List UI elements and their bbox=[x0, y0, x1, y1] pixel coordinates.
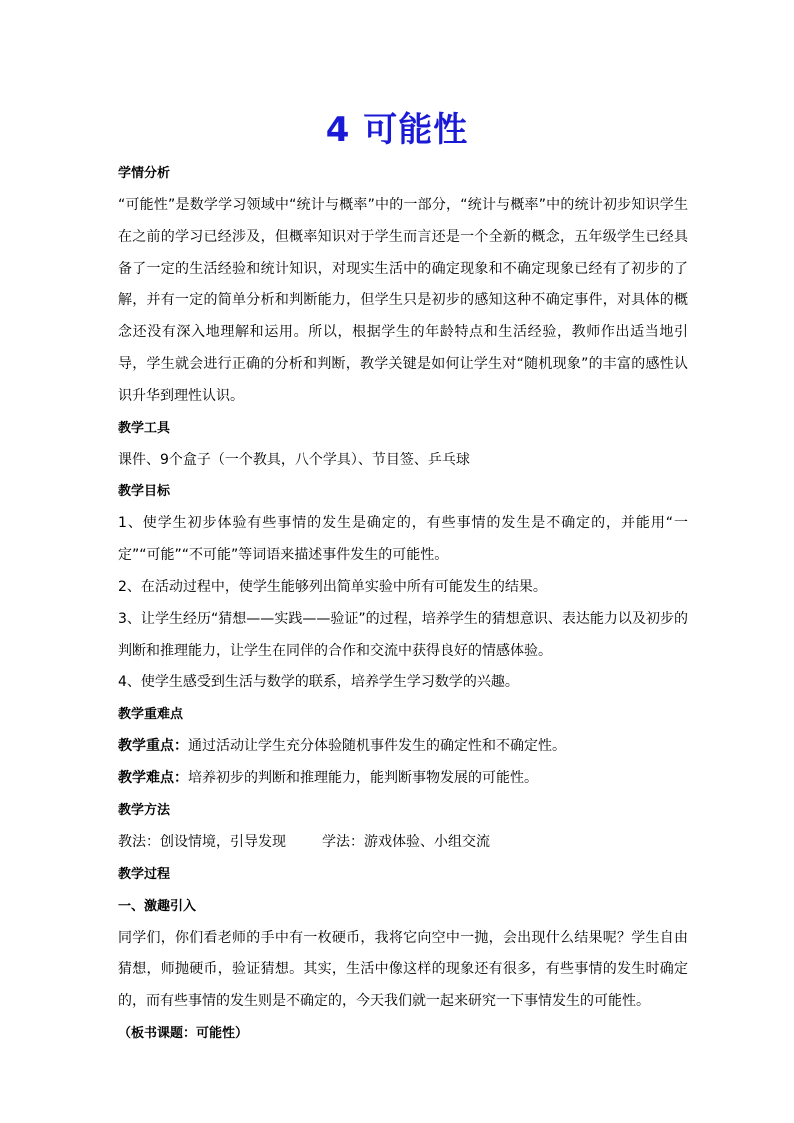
board-note: （板书课题：可能性） bbox=[118, 1025, 249, 1041]
goal-item-1: 1、使学生初步体验有些事情的发生是确定的，有些事情的发生是不确定的，并能用“一定”“可能”“不可能”等词语来描述事件发生的可能性。 bbox=[118, 515, 688, 564]
teaching-method: 教法：创设情境，引导发现 bbox=[118, 833, 286, 850]
analysis-paragraph: “可能性”是数学学习领域中“统计与概率”中的一部分，“统计与概率”中的统计初步知识学生在之前的学习已经涉及，但概率知识对于学生而言还是一个全新的概念，五年级学生已经具备了一定的生活经验和统计知识，对现实生活中的确定现象和不确定现象已经有了初步的了解，并有一定的简单分析和判断能力，但学生只是初步的感知这种不确定事件，对具体的概念还没有深入地理解和运用。所以，根据学生的年龄特点和生活经验，教师作出适当地引导，学生就会进行正确的分析和判断，教学关键是如何让学生对“随机现象”的丰富的感性认识升华到理性认识。 bbox=[118, 197, 688, 404]
section-heading-analysis: 学情分析 bbox=[118, 166, 171, 181]
key-point-label: 教学重点： bbox=[118, 738, 188, 755]
section-heading-key-points: 教学重难点 bbox=[118, 707, 184, 723]
goal-item-4: 4、使学生感受到生活与数学的联系，培养学生学习数学的兴趣。 bbox=[118, 674, 519, 691]
process-sub-heading: 一、激趣引入 bbox=[118, 898, 197, 914]
section-heading-process: 教学过程 bbox=[118, 866, 171, 882]
section-heading-methods: 教学方法 bbox=[118, 802, 171, 818]
tools-text: 课件、9个盒子（一个教具，八个学具）、节目签、乒乓球 bbox=[118, 451, 470, 468]
section-heading-goals: 教学目标 bbox=[118, 484, 171, 500]
goal-item-3: 3、让学生经历“猜想——实践——验证”的过程，培养学生的猜想意识、表达能力以及初步的判断和推理能力，让学生在同伴的合作和交流中获得良好的情感体验。 bbox=[118, 610, 688, 659]
methods-line bbox=[118, 827, 688, 859]
difficulty-line bbox=[118, 763, 688, 795]
section-heading-tools: 教学工具 bbox=[118, 420, 171, 436]
difficulty-text: 培养初步的判断和推理能力，能判断事物发展的可能性。 bbox=[188, 769, 538, 786]
process-paragraph: 同学们，你们看老师的手中有一枚硬币，我将它向空中一抛，会出现什么结果呢？学生自由猜想，师抛硬币，验证猜想。其实，生活中像这样的现象还有很多，有些事情的发生时确定的，而有些事情的发生则是不确定的，今天我们就一起来研究一下事情发生的可能性。 bbox=[118, 929, 688, 1010]
learning-method: 学法：游戏体验、小组交流 bbox=[322, 833, 490, 850]
page-title: 4 可能性 bbox=[325, 110, 469, 150]
key-point-line bbox=[118, 731, 688, 763]
key-point-text: 通过活动让学生充分体验随机事件发生的确定性和不确定性。 bbox=[188, 738, 566, 755]
goal-item-2: 2、在活动过程中，使学生能够列出简单实验中所有可能发生的结果。 bbox=[118, 578, 547, 595]
document-body bbox=[118, 158, 688, 1050]
difficulty-label: 教学难点： bbox=[118, 769, 188, 786]
